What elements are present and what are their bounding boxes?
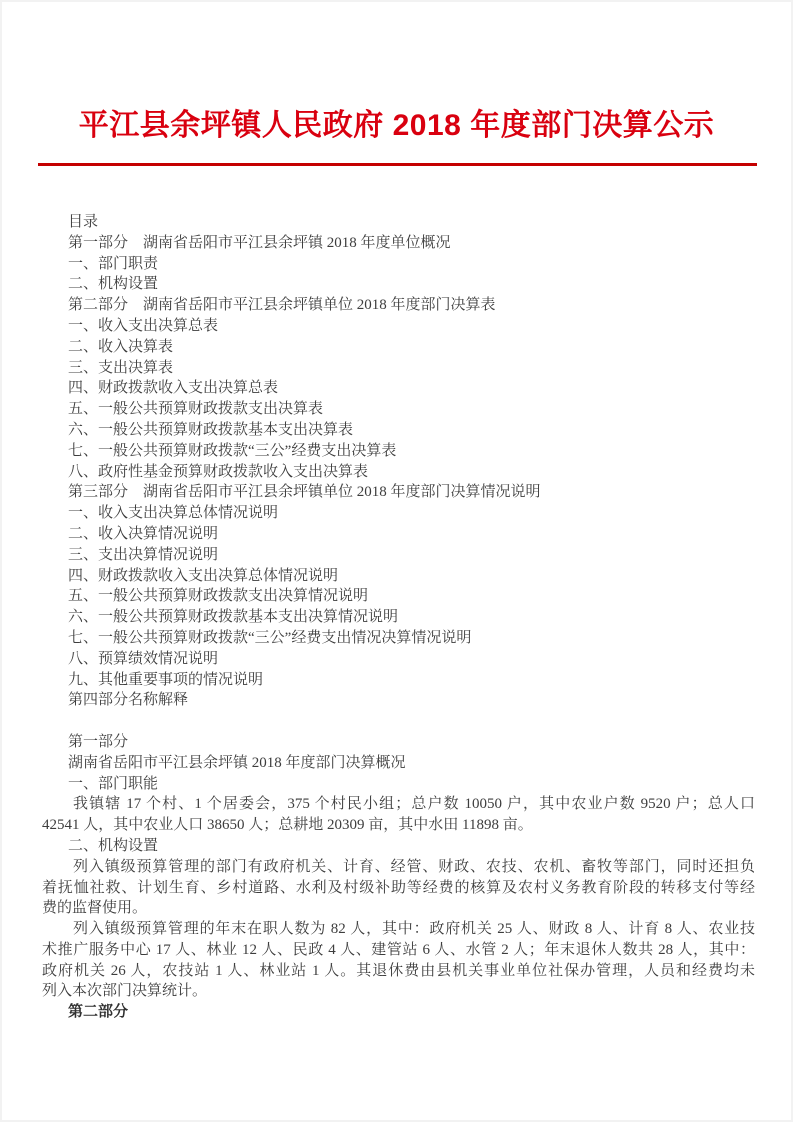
toc-item: 一、收入支出决算总体情况说明 [68,505,279,522]
toc-item: 八、预算绩效情况说明 [68,650,219,667]
toc-item: 四、财政拨款收入支出决算总表 [68,380,279,397]
toc-item: 七、一般公共预算财政拨款“三公”经费支出情况决算情况说明 [68,629,472,646]
toc-part3: 第三部分 湖南省岳阳市平江县余坪镇单位 2018 年度部门决算情况说明 [68,484,541,501]
toc-item: 九、其他重要事项的情况说明 [68,671,264,688]
toc-item: 一、收入支出决算总表 [68,317,219,334]
toc-heading: 目录 [68,214,99,230]
toc-item: 八、政府性基金预算财政拨款收入支出决算表 [68,463,369,480]
document-title: 平江县余坪镇人民政府 2018 年度部门决算公示 [78,109,715,142]
toc-item: 三、支出决算情况说明 [68,546,219,563]
section-heading: 二、机构设置 [68,837,159,854]
paragraph-line: 术推广服务中心 17 人、林业 12 人、民政 4 人、建管站 6 人、水管 2 人；年末退休人数共 28 人，其中： [42,941,755,958]
paragraph-line: 政府机关 26 人，农技站 1 人、林业站 1 人。其退休费由县机关事业单位社保办管理，人员和经费均未 [42,962,755,979]
toc-part4: 第四部分名称解释 [68,692,189,709]
section-heading: 一、部门职能 [68,775,159,792]
toc-item: 六、一般公共预算财政拨款基本支出决算表 [68,421,354,438]
toc-item: 二、收入决算表 [68,338,174,355]
toc-item: 七、一般公共预算财政拨款“三公”经费支出决算表 [68,442,397,459]
spacer-line [42,711,755,732]
part1-heading: 第一部分 [68,733,129,750]
document-body [42,212,755,1023]
toc-item: 三、支出决算表 [68,359,174,376]
part2-heading: 第二部分 [68,1004,129,1021]
toc-item: 五、一般公共预算财政拨款支出决算情况说明 [68,588,369,605]
part1-subheading: 湖南省岳阳市平江县余坪镇 2018 年度部门决算概况 [68,754,406,771]
paragraph-line: 列入本次部门决算统计。 [42,983,208,1000]
toc-item: 四、财政拨款收入支出决算总体情况说明 [68,567,339,584]
toc-item: 五、一般公共预算财政拨款支出决算表 [68,401,324,418]
toc-part1: 第一部分 湖南省岳阳市平江县余坪镇 2018 年度单位概况 [68,234,451,251]
paragraph-line: 我镇辖 17 个村、1 个居委会，375 个村民小组；总户数 10050 户，其中农业户数 9520 户；总人口 [73,796,755,813]
paragraph-line: 42541 人，其中农业人口 38650 人；总耕地 20309 亩，其中水田 11898 亩。 [42,817,533,834]
toc-item: 二、收入决算情况说明 [68,525,219,542]
paragraph-line: 费的监督使用。 [42,900,148,917]
toc-item: 二、机构设置 [68,276,159,293]
toc-item: 六、一般公共预算财政拨款基本支出决算情况说明 [68,609,399,626]
paragraph-line: 着抚恤社救、计划生育、乡村道路、水利及村级补助等经费的核算及农村义务教育阶段的转移支付等经 [42,879,755,896]
toc-item: 一、部门职责 [68,255,159,272]
title-divider-line [38,163,757,166]
paragraph-line: 列入镇级预算管理的部门有政府机关、计育、经管、财政、农技、农机、畜牧等部门，同时还担负 [73,858,755,875]
toc-part2: 第二部分 湖南省岳阳市平江县余坪镇单位 2018 年度部门决算表 [68,297,496,314]
paragraph-line: 列入镇级预算管理的年末在职人数为 82 人，其中：政府机关 25 人、财政 8 人、计育 8 人、农业技 [73,921,755,938]
